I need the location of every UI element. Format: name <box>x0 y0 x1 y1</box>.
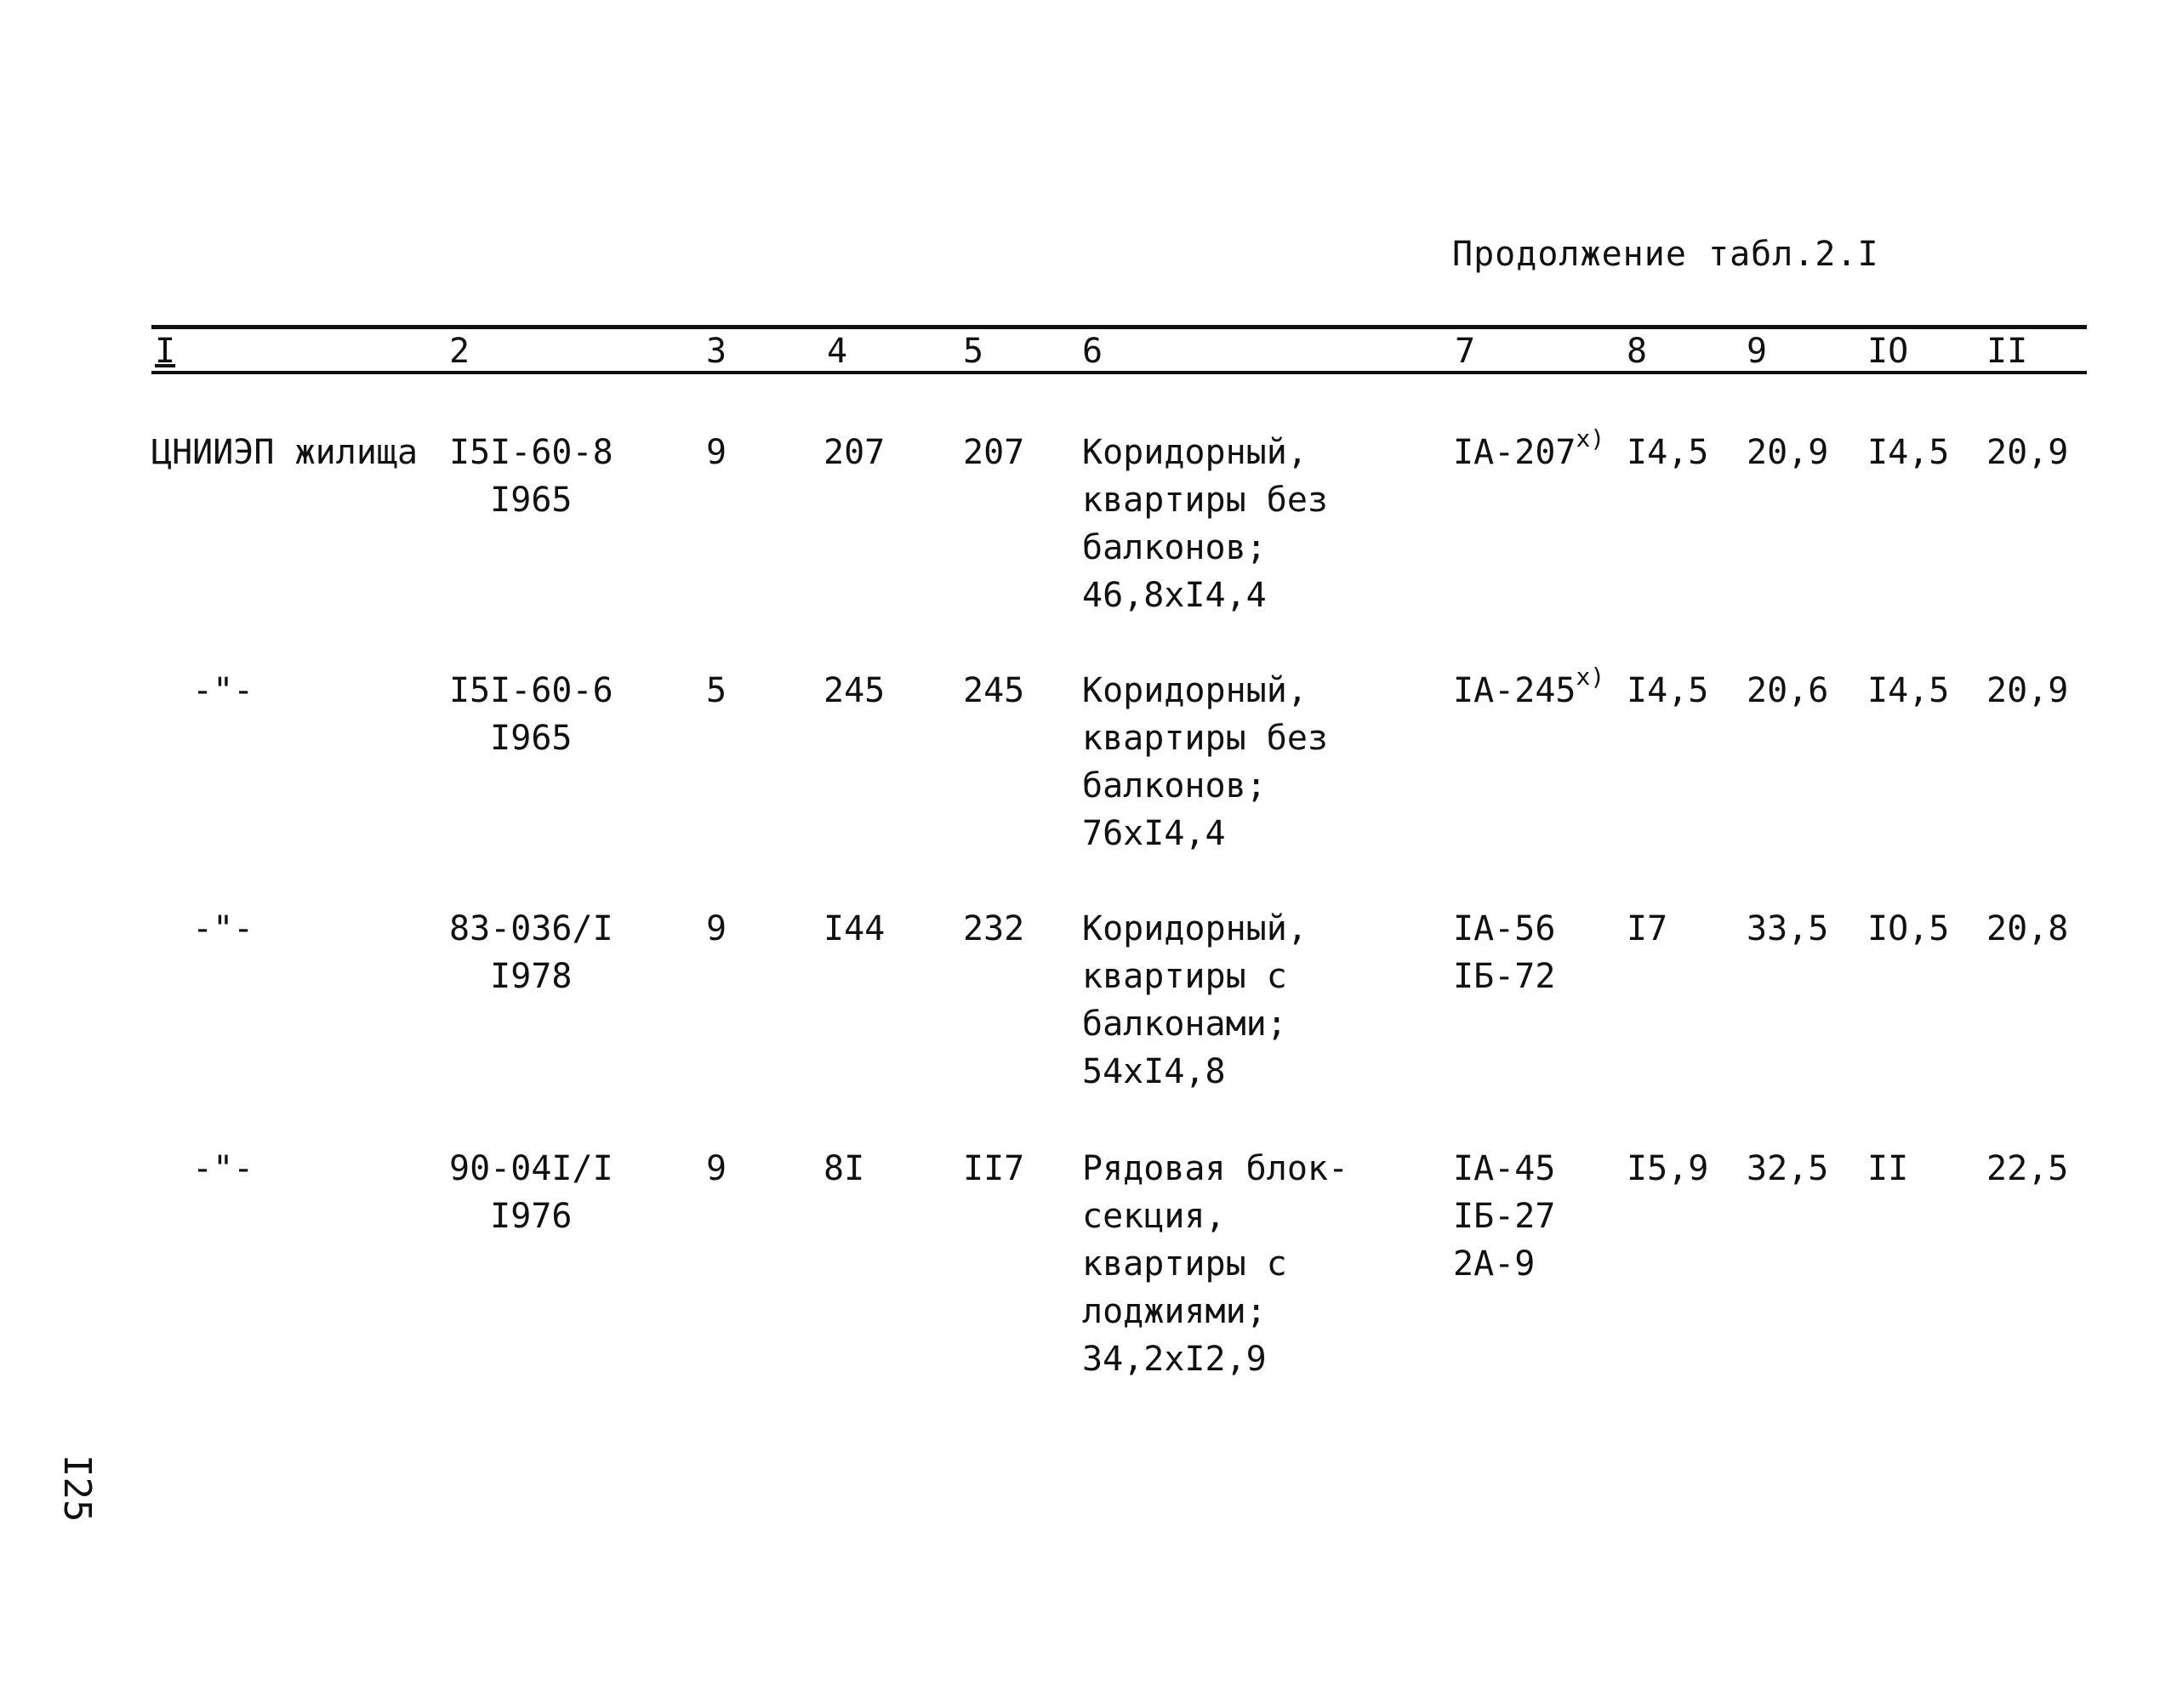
description-line: квартиры без <box>1082 719 1328 758</box>
col-header-7: 7 <box>1455 332 1476 371</box>
header-top-rule <box>151 325 2087 329</box>
cell-col4: I44 <box>824 909 886 948</box>
cell-col8: I7 <box>1627 909 1668 948</box>
footnote-mark: x) <box>1576 663 1605 691</box>
cell-description <box>1082 667 1328 857</box>
cell-col10: I4,5 <box>1867 671 1950 710</box>
cell-col5: 245 <box>963 671 1025 710</box>
description-line: Рядовая блок- <box>1082 1149 1349 1188</box>
description-line: балконов; <box>1082 528 1267 567</box>
series-year: I965 <box>490 719 573 758</box>
description-line: секция, <box>1082 1197 1226 1236</box>
cell-col9: 20,9 <box>1747 433 1829 472</box>
cell-col8: I4,5 <box>1627 433 1709 472</box>
col-header-6: 6 <box>1082 332 1103 371</box>
cell-col10: I4,5 <box>1867 433 1950 472</box>
col-header-8: 8 <box>1627 332 1648 371</box>
cell-col10: II <box>1867 1149 1909 1188</box>
col-header-5: 5 <box>963 332 984 371</box>
series-year: I965 <box>490 481 573 520</box>
header-bottom-rule <box>151 371 2087 374</box>
cell-description <box>1082 1145 1348 1383</box>
cell-series-year <box>449 905 613 1000</box>
description-line: 76xI4,4 <box>1082 814 1226 853</box>
cell-col4: 245 <box>824 671 886 710</box>
cell-col10: IO,5 <box>1867 909 1950 948</box>
cell-col4: 207 <box>824 433 886 472</box>
table-continuation-caption: Продолжение табл.2.I <box>1452 235 1879 274</box>
description-line: Коридорный, <box>1082 433 1308 472</box>
cell-organization: -"- <box>192 909 254 948</box>
col-header-9: 9 <box>1747 332 1768 371</box>
description-line: Коридорный, <box>1082 909 1308 948</box>
description-line: квартиры с <box>1082 1244 1287 1284</box>
cell-organization: -"- <box>192 671 254 710</box>
cell-description <box>1082 905 1308 1096</box>
apartment-type-line <box>1453 424 1605 476</box>
description-line: квартиры с <box>1082 957 1287 996</box>
cell-col5: 207 <box>963 433 1025 472</box>
cell-col9: 32,5 <box>1747 1149 1829 1188</box>
description-line: 46,8xI4,4 <box>1082 576 1267 615</box>
cell-description <box>1082 429 1328 619</box>
cell-col3: 5 <box>706 671 727 710</box>
description-line: квартиры без <box>1082 481 1328 520</box>
description-line: лоджиями; <box>1082 1292 1267 1331</box>
cell-col11: 20,9 <box>1986 433 2069 472</box>
description-line: балконов; <box>1082 766 1267 806</box>
col-header-10: IO <box>1867 332 1909 371</box>
cell-apartment-types <box>1453 1145 1555 1288</box>
cell-series-year <box>449 1145 613 1240</box>
cell-organization: -"- <box>192 1149 254 1188</box>
apartment-type-line <box>1453 663 1605 715</box>
cell-col9: 33,5 <box>1747 909 1829 948</box>
cell-apartment-types <box>1453 424 1605 476</box>
cell-col5: 232 <box>963 909 1025 948</box>
col-header-1: I <box>155 332 176 371</box>
apartment-type-line: 2A-9 <box>1453 1244 1536 1284</box>
cell-col9: 20,6 <box>1747 671 1829 710</box>
description-line: балконами; <box>1082 1005 1287 1044</box>
series-code: 90-04I/I <box>449 1149 613 1188</box>
series-code: 83-036/I <box>449 909 613 948</box>
cell-col3: 9 <box>706 433 727 472</box>
cell-organization: ЦНИИЭП жилища <box>151 433 419 472</box>
cell-col11: 20,9 <box>1986 671 2069 710</box>
series-code: I5I-60-8 <box>449 433 613 472</box>
page-number: I25 <box>55 1455 99 1523</box>
cell-apartment-types <box>1453 905 1555 1000</box>
apartment-type: IA-207 <box>1453 433 1576 472</box>
col-header-3: 3 <box>706 332 727 371</box>
cell-apartment-types <box>1453 663 1605 715</box>
cell-col4: 8I <box>824 1149 865 1188</box>
series-year: I976 <box>490 1197 573 1236</box>
description-line: 54xI4,8 <box>1082 1052 1226 1091</box>
cell-series-year <box>449 667 613 762</box>
cell-col3: 9 <box>706 1149 727 1188</box>
cell-col8: I4,5 <box>1627 671 1709 710</box>
series-year: I978 <box>490 957 573 996</box>
description-line: Коридорный, <box>1082 671 1308 710</box>
cell-col8: I5,9 <box>1627 1149 1709 1188</box>
footnote-mark: x) <box>1576 424 1605 453</box>
apartment-type-line: IA-56 <box>1453 909 1556 948</box>
col-header-11: II <box>1986 332 2028 371</box>
description-line: 34,2xI2,9 <box>1082 1340 1267 1379</box>
cell-col3: 9 <box>706 909 727 948</box>
apartment-type: IA-245 <box>1453 671 1576 710</box>
cell-col11: 22,5 <box>1986 1149 2069 1188</box>
cell-col11: 20,8 <box>1986 909 2069 948</box>
col-header-4: 4 <box>827 332 848 371</box>
col-header-2: 2 <box>449 332 470 371</box>
series-code: I5I-60-6 <box>449 671 613 710</box>
apartment-type-line: IA-45 <box>1453 1149 1556 1188</box>
apartment-type-line: IБ-27 <box>1453 1197 1556 1236</box>
cell-series-year <box>449 429 613 524</box>
apartment-type-line: IБ-72 <box>1453 957 1556 996</box>
cell-col5: II7 <box>963 1149 1025 1188</box>
